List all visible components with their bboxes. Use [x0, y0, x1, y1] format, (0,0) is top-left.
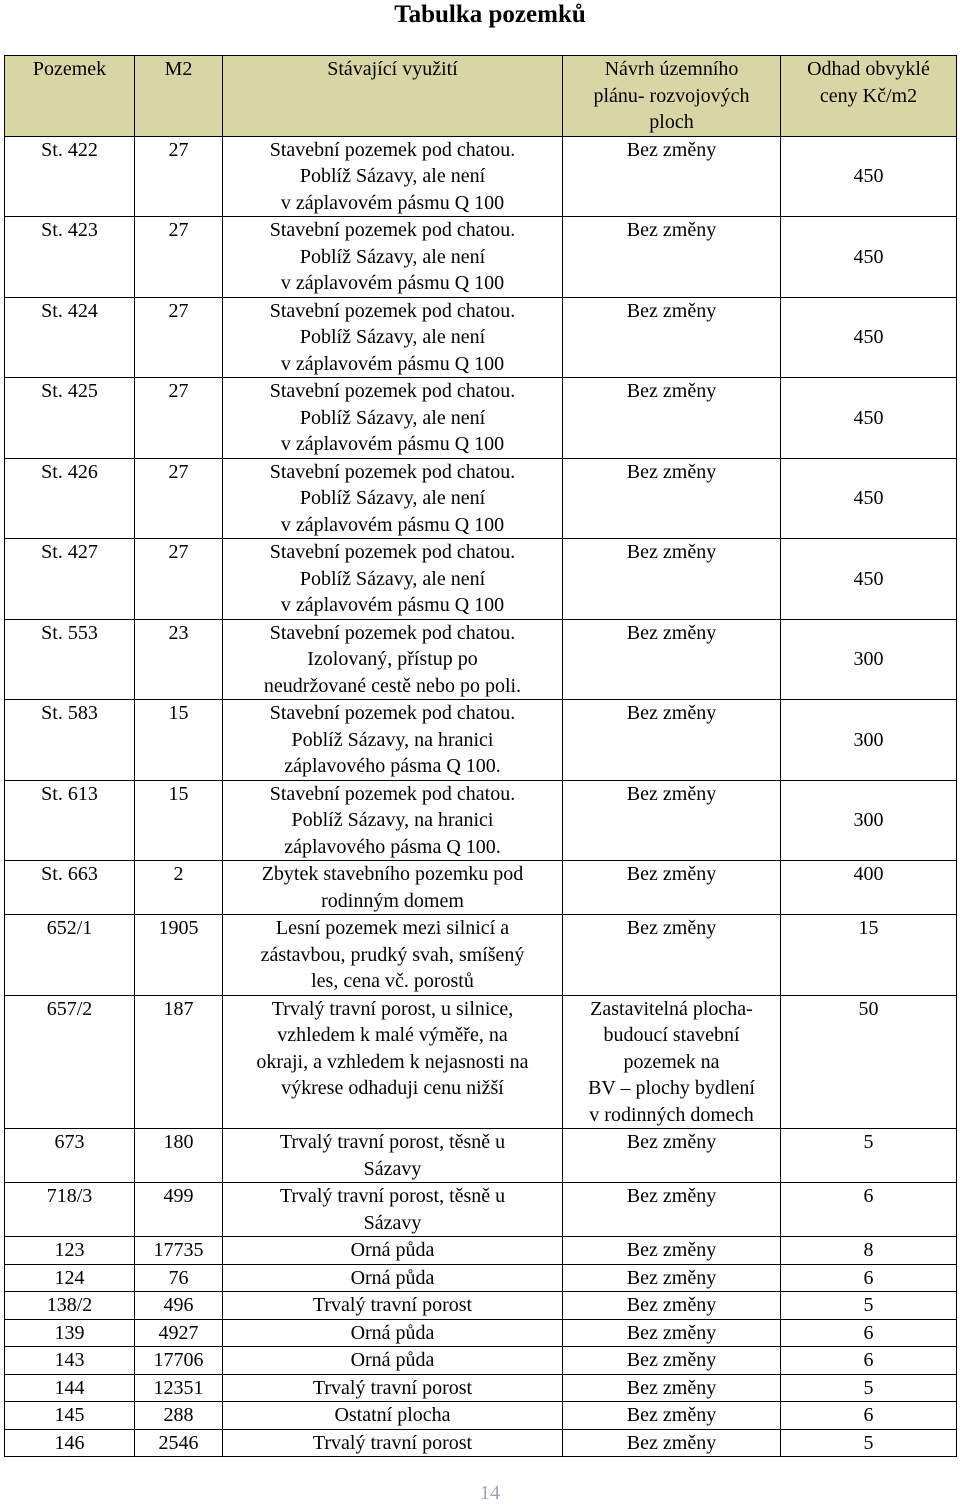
current-use-line: Trvalý travní porost, těsně u [279, 1185, 506, 1207]
header-parcel: Pozemek [5, 56, 135, 137]
cell-price: 6 [781, 1319, 957, 1347]
cell-current-use [223, 1429, 563, 1457]
cell-current-use [223, 458, 563, 539]
cell-price: 300 [781, 619, 957, 700]
header-price [781, 56, 957, 137]
cell-plan [563, 700, 781, 781]
page-number: 14 [480, 1482, 500, 1504]
cell-area: 27 [135, 217, 223, 298]
cell-area: 27 [135, 297, 223, 378]
cell-current-use [223, 136, 563, 217]
table-body [5, 136, 957, 1457]
cell-price: 6 [781, 1183, 957, 1237]
cell-price: 6 [781, 1347, 957, 1375]
cell-price: 5 [781, 1374, 957, 1402]
current-use-line: Poblíž Sázavy, na hranici [291, 728, 494, 751]
plan-line: Bez změny [626, 1131, 717, 1153]
current-use-line: v záplavovém pásmu Q 100 [280, 352, 505, 375]
cell-price: 5 [781, 1292, 957, 1320]
cell-parcel: 673 [5, 1129, 135, 1183]
current-use-line: Poblíž Sázavy, ale není [299, 487, 486, 509]
table-row [5, 458, 957, 539]
table-row [5, 378, 957, 459]
table-row [5, 1347, 957, 1375]
cell-plan [563, 1319, 781, 1347]
current-use-line: Stavební pozemek pod chatou. [269, 621, 516, 644]
cell-current-use [223, 1292, 563, 1320]
current-use-line: Stavební pozemek pod chatou. [269, 138, 516, 161]
current-use-line: záplavového pásma Q 100. [284, 755, 501, 777]
current-use-line: Stavební pozemek pod chatou. [269, 460, 516, 483]
table-row [5, 539, 957, 620]
cell-area: 4927 [135, 1319, 223, 1347]
current-use-line: rodinným domem [321, 889, 464, 912]
cell-price: 300 [781, 780, 957, 861]
cell-area: 1905 [135, 915, 223, 996]
header-area: M2 [135, 56, 223, 137]
cell-price: 400 [781, 861, 957, 915]
cell-parcel: St. 424 [5, 297, 135, 378]
plan-line: Bez změny [626, 782, 717, 805]
cell-parcel: St. 663 [5, 861, 135, 915]
cell-plan [563, 1347, 781, 1375]
cell-current-use [223, 780, 563, 861]
cell-plan [563, 915, 781, 996]
cell-current-use [223, 539, 563, 620]
cell-plan [563, 217, 781, 298]
header-price-line: ceny Kč/m2 [819, 84, 918, 107]
cell-area: 288 [135, 1402, 223, 1430]
cell-parcel: 124 [5, 1264, 135, 1292]
header-price-line: Odhad obvyklé [807, 58, 930, 80]
cell-area: 496 [135, 1292, 223, 1320]
cell-price: 300 [781, 700, 957, 781]
cell-parcel: 123 [5, 1237, 135, 1265]
current-use-line: v záplavovém pásmu Q 100 [280, 272, 505, 294]
plan-line: Bez změny [626, 541, 717, 563]
cell-current-use [223, 1319, 563, 1347]
plan-line: v rodinných domech [589, 1103, 754, 1126]
plan-line: Bez změny [626, 138, 717, 161]
cell-plan [563, 1402, 781, 1430]
table-row [5, 780, 957, 861]
cell-plan [563, 1183, 781, 1237]
cell-parcel: St. 425 [5, 378, 135, 459]
cell-area: 12351 [135, 1374, 223, 1402]
current-use-line: Poblíž Sázavy, ale není [299, 326, 486, 348]
plan-line: Bez změny [626, 917, 717, 939]
parcel-table [4, 55, 957, 1457]
cell-parcel: 144 [5, 1374, 135, 1402]
cell-plan [563, 1237, 781, 1265]
cell-parcel: St. 583 [5, 700, 135, 781]
table-row [5, 1374, 957, 1402]
table-row [5, 1129, 957, 1183]
current-use-line: Poblíž Sázavy, ale není [299, 406, 486, 429]
table-row [5, 217, 957, 298]
cell-current-use [223, 1237, 563, 1265]
current-use-line: Trvalý travní porost, u silnice, [271, 997, 514, 1020]
current-use-line: výkrese odhaduji cenu nižší [281, 1077, 504, 1099]
current-use-line: Orná půda [350, 1321, 435, 1344]
current-use-line: Trvalý travní porost [312, 1294, 473, 1316]
header-plan-line: ploch [649, 111, 694, 133]
cell-current-use [223, 297, 563, 378]
cell-area: 23 [135, 619, 223, 700]
current-use-line: Poblíž Sázavy, ale není [299, 245, 486, 268]
plan-line: pozemek na [623, 1050, 720, 1073]
cell-parcel: St. 427 [5, 539, 135, 620]
cell-current-use [223, 1347, 563, 1375]
header-plan [563, 56, 781, 137]
plan-line: Bez změny [626, 460, 717, 483]
cell-current-use [223, 217, 563, 298]
current-use-line: Stavební pozemek pod chatou. [269, 702, 516, 724]
cell-area: 15 [135, 780, 223, 861]
table-row [5, 861, 957, 915]
cell-area: 27 [135, 458, 223, 539]
cell-parcel: 145 [5, 1402, 135, 1430]
cell-parcel: St. 613 [5, 780, 135, 861]
current-use-line: záplavového pásma Q 100. [284, 835, 501, 858]
current-use-line: Trvalý travní porost, těsně u [279, 1131, 506, 1153]
table-row [5, 297, 957, 378]
cell-current-use [223, 1374, 563, 1402]
plan-line: Bez změny [626, 1321, 717, 1344]
cell-parcel: 652/1 [5, 915, 135, 996]
plan-line: Bez změny [626, 219, 717, 241]
current-use-line: Poblíž Sázavy, ale není [299, 567, 486, 590]
header-plan-line: plánu- rozvojových [593, 84, 750, 107]
cell-parcel: 139 [5, 1319, 135, 1347]
current-use-line: vzhledem k malé výměře, na [277, 1024, 508, 1046]
cell-current-use [223, 1183, 563, 1237]
current-use-line: Trvalý travní porost [312, 1431, 473, 1454]
cell-plan [563, 458, 781, 539]
current-use-line: v záplavovém pásmu Q 100 [280, 191, 505, 214]
table-row [5, 136, 957, 217]
cell-area: 27 [135, 378, 223, 459]
current-use-line: Stavební pozemek pod chatou. [269, 380, 516, 402]
current-use-line: Lesní pozemek mezi silnicí a [275, 917, 510, 939]
cell-current-use [223, 619, 563, 700]
plan-line: Bez změny [626, 702, 717, 724]
table-header-row [5, 56, 957, 137]
current-use-line: neudržované cestě nebo po poli. [263, 674, 522, 697]
current-use-line: Ostatní plocha [334, 1404, 451, 1426]
cell-current-use [223, 378, 563, 459]
plan-line: Bez změny [626, 1239, 717, 1261]
cell-price: 5 [781, 1429, 957, 1457]
cell-plan [563, 1429, 781, 1457]
header-current-use: Stávající využití [223, 56, 563, 137]
plan-line: Bez změny [626, 380, 717, 402]
table-row [5, 1264, 957, 1292]
cell-price: 450 [781, 539, 957, 620]
header-plan-line: Návrh územního [604, 58, 739, 80]
current-use-line: Orná půda [350, 1239, 435, 1261]
cell-area: 2546 [135, 1429, 223, 1457]
table-row [5, 1183, 957, 1237]
current-use-line: Orná půda [350, 1266, 435, 1289]
current-use-line: Orná půda [350, 1349, 435, 1371]
cell-price: 450 [781, 378, 957, 459]
cell-area: 27 [135, 136, 223, 217]
plan-line: Bez změny [626, 1294, 717, 1316]
cell-area: 17735 [135, 1237, 223, 1265]
current-use-line: okraji, a vzhledem k nejasnosti na [256, 1050, 529, 1073]
cell-parcel: 143 [5, 1347, 135, 1375]
cell-plan [563, 780, 781, 861]
cell-area: 76 [135, 1264, 223, 1292]
cell-current-use [223, 700, 563, 781]
cell-plan [563, 1129, 781, 1183]
current-use-line: Zbytek stavebního pozemku pod [261, 863, 524, 885]
plan-line: Bez změny [626, 1266, 717, 1289]
cell-price: 50 [781, 995, 957, 1129]
cell-current-use [223, 1129, 563, 1183]
cell-parcel: St. 423 [5, 217, 135, 298]
table-row [5, 1319, 957, 1347]
table-row [5, 1429, 957, 1457]
plan-line: BV – plochy bydlení [588, 1077, 755, 1099]
cell-price: 15 [781, 915, 957, 996]
cell-current-use [223, 1402, 563, 1430]
cell-area: 27 [135, 539, 223, 620]
cell-area: 499 [135, 1183, 223, 1237]
plan-line: Bez změny [626, 1404, 717, 1426]
cell-area: 180 [135, 1129, 223, 1183]
cell-area: 17706 [135, 1347, 223, 1375]
cell-parcel: 138/2 [5, 1292, 135, 1320]
cell-price: 6 [781, 1264, 957, 1292]
cell-plan [563, 539, 781, 620]
cell-price: 5 [781, 1129, 957, 1183]
cell-plan [563, 378, 781, 459]
current-use-line: zástavbou, prudký svah, smíšený [260, 943, 525, 966]
current-use-line: Poblíž Sázavy, na hranici [291, 809, 494, 831]
cell-parcel: 718/3 [5, 1183, 135, 1237]
plan-line: budoucí stavební [603, 1024, 740, 1046]
cell-plan [563, 861, 781, 915]
cell-plan [563, 619, 781, 700]
cell-area: 2 [135, 861, 223, 915]
page-title: Tabulka pozemků [394, 1, 586, 28]
cell-area: 187 [135, 995, 223, 1129]
cell-parcel: 146 [5, 1429, 135, 1457]
cell-plan [563, 136, 781, 217]
cell-plan [563, 1264, 781, 1292]
table-row [5, 1292, 957, 1320]
cell-price: 450 [781, 458, 957, 539]
current-use-line: v záplavovém pásmu Q 100 [280, 594, 505, 616]
cell-parcel: 657/2 [5, 995, 135, 1129]
table-row [5, 1402, 957, 1430]
current-use-line: les, cena vč. porostů [311, 970, 474, 992]
current-use-line: Sázavy [363, 1157, 422, 1180]
plan-line: Bez změny [626, 299, 717, 322]
cell-plan [563, 1292, 781, 1320]
cell-current-use [223, 861, 563, 915]
cell-price: 450 [781, 217, 957, 298]
cell-plan [563, 1374, 781, 1402]
cell-price: 8 [781, 1237, 957, 1265]
table-row [5, 1237, 957, 1265]
cell-plan [563, 995, 781, 1129]
plan-line: Bez změny [626, 1349, 717, 1371]
cell-parcel: St. 422 [5, 136, 135, 217]
plan-line: Bez změny [626, 621, 717, 644]
cell-parcel: St. 426 [5, 458, 135, 539]
current-use-line: Trvalý travní porost [312, 1376, 473, 1399]
cell-price: 450 [781, 297, 957, 378]
plan-line: Zastavitelná plocha- [590, 997, 753, 1020]
plan-line: Bez změny [626, 1376, 717, 1399]
cell-area: 15 [135, 700, 223, 781]
current-use-line: v záplavovém pásmu Q 100 [280, 433, 505, 455]
table-row [5, 915, 957, 996]
current-use-line: Izolovaný, přístup po [307, 648, 478, 670]
plan-line: Bez změny [626, 863, 717, 885]
cell-parcel: St. 553 [5, 619, 135, 700]
cell-price: 450 [781, 136, 957, 217]
current-use-line: Sázavy [363, 1211, 422, 1234]
plan-line: Bez změny [626, 1431, 717, 1454]
cell-current-use [223, 1264, 563, 1292]
cell-price: 6 [781, 1402, 957, 1430]
plan-line: Bez změny [626, 1185, 717, 1207]
cell-current-use [223, 915, 563, 996]
table-row [5, 995, 957, 1129]
cell-plan [563, 297, 781, 378]
current-use-line: v záplavovém pásmu Q 100 [280, 513, 505, 536]
current-use-line: Poblíž Sázavy, ale není [299, 165, 486, 187]
current-use-line: Stavební pozemek pod chatou. [269, 299, 516, 322]
cell-current-use [223, 995, 563, 1129]
table-row [5, 619, 957, 700]
current-use-line: Stavební pozemek pod chatou. [269, 782, 516, 805]
current-use-line: Stavební pozemek pod chatou. [269, 541, 516, 563]
current-use-line: Stavební pozemek pod chatou. [269, 219, 516, 241]
table-row [5, 700, 957, 781]
